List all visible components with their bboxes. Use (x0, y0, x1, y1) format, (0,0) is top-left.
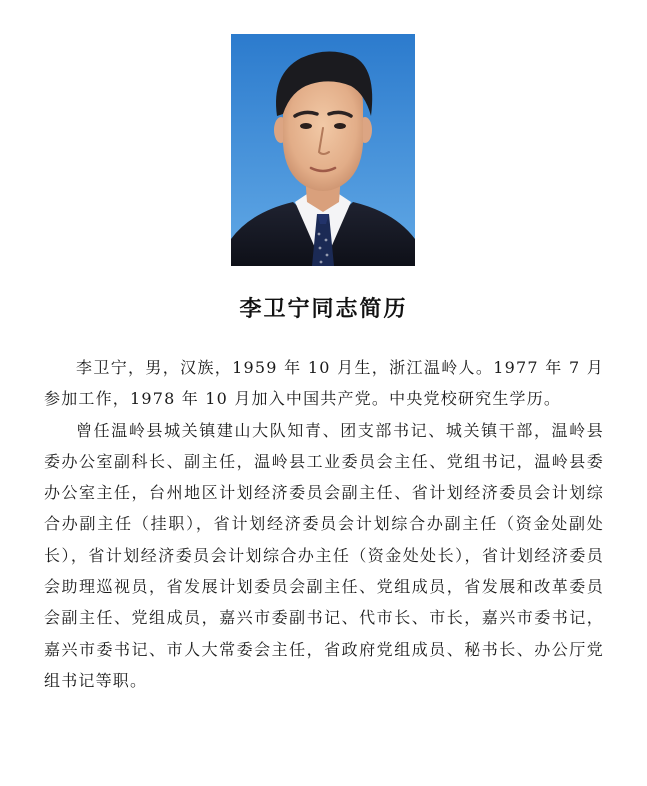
biography-paragraph-basic-info: 李卫宁，男，汉族，1959 年 10 月生，浙江温岭人。1977 年 7 月参加工作，1978 年 10 月加入中国共产党。中央党校研究生学历。 (44, 358, 604, 409)
page-title: 李卫宁同志简历 (239, 296, 408, 322)
biography-text (44, 352, 604, 696)
biography-paragraph-career: 曾任温岭县城关镇建山大队知青、团支部书记、城关镇干部，温岭县委办公室副科长、副主任，温岭县工业委员会主任、党组书记，温岭县委办公室主任，台州地区计划经济委员会副主任、省计划经济委员会计划综合办副主任（挂职），省计划经济委员会计划综合办副主任（资金处副处长），省计划经济委员会计划综合办主任（资金处处长），省计划经济委员会助理巡视员，省发展计划委员会副主任、党组成员，省发展和改革委员会副主任、党组成员，嘉兴市委副书记、代市长、市长，嘉兴市委书记，嘉兴市委书记、市人大常委会主任，省政府党组成员、秘书长、办公厅党组书记等职。 (44, 420, 604, 690)
portrait-photo (231, 34, 415, 266)
portrait-illustration (231, 34, 415, 266)
